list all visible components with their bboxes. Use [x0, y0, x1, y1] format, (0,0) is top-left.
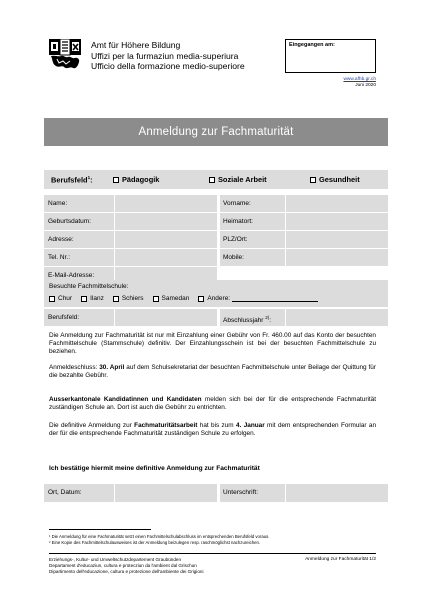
- berufsfeld-row: [44, 170, 388, 189]
- thesis-registration-paragraph: Die definitive Anmeldung zur Fachmaturitätsarbeit hat bis zum 4. Januar mit dem entsprechenden Formular an der für die entsprechende Fachmaturität zuständigen Schule zu erfolgen.: [49, 422, 377, 438]
- checkbox-schiers[interactable]: Schiers: [113, 295, 144, 302]
- abschlussjahr-field[interactable]: [286, 309, 388, 326]
- checkbox-andere[interactable]: Andere:: [198, 295, 318, 302]
- document-date: Juni 2020: [355, 83, 376, 88]
- footer-divider: [49, 553, 376, 554]
- checkbox-ilanz[interactable]: Ilanz: [81, 295, 104, 302]
- checkbox-samedan[interactable]: Samedan: [153, 295, 190, 302]
- fee-paragraph: Die Anmeldung zur Fachmaturität ist nur mit Einzahlung einer Gebühr von Fr. 460.00 auf das Konto der besuchten Fachmittelschule (Stammschule) definitiv. Der Einzahlungsschein ist bei der besuchten Fachmittelschule zu beziehen.: [49, 332, 376, 356]
- place-date-label: Ort, Datum:: [44, 484, 114, 502]
- tel-field[interactable]: [115, 249, 217, 266]
- berufsfeld-field[interactable]: [115, 309, 217, 326]
- received-label: Eingegangen am:: [289, 42, 335, 48]
- footnotes: [49, 534, 379, 545]
- checkbox-square[interactable]: [198, 296, 204, 302]
- office-name-rm: Uffizi per la furmaziun media-superiura: [91, 50, 239, 61]
- office-name-de: Amt für Höhere Bildung: [91, 40, 181, 50]
- checkbox-square[interactable]: [113, 177, 119, 183]
- footnote-ref-1: 1: [87, 174, 91, 180]
- footnote-2: ² Eine Kopie des Fachmittelschulausweises ist der Anmeldung beizulegen resp. raschmöglichst nachzureichen.: [49, 539, 261, 545]
- vorname-label: Vorname:: [220, 195, 285, 212]
- footnote-1: ¹ Die Anmeldung für eine Fachmaturität setzt einen Fachmittelschulabschluss im entsprechenden Berufsfeld voraus.: [49, 534, 270, 539]
- signature-row: [44, 484, 388, 502]
- vorname-field[interactable]: [286, 195, 388, 212]
- berufsfeld-field-label: Berufsfeld:: [44, 309, 114, 326]
- email-label: E-Mail-Adresse:: [44, 267, 114, 284]
- mobile-field[interactable]: [286, 249, 388, 266]
- checkbox-square[interactable]: [310, 177, 316, 183]
- form-row-phone: [44, 249, 388, 266]
- form-row-berufsfeld-year: [44, 309, 388, 326]
- department-it: Dipartimento dell'educazione, cultura e protezione dell'ambiente dei Grigioni: [49, 569, 204, 575]
- checkbox-chur[interactable]: Chur: [49, 295, 72, 302]
- office-name-block: [91, 40, 245, 72]
- checkbox-square[interactable]: [49, 296, 55, 302]
- canton-coat-of-arms-logo: [49, 39, 81, 71]
- geburtsdatum-label: Geburtsdatum:: [44, 213, 114, 230]
- checkbox-square[interactable]: [209, 177, 215, 183]
- department-rm: Departament d'educaziun, cultura e protecziun da l'ambient dal Grischun: [49, 563, 197, 569]
- andere-text-line[interactable]: [232, 296, 318, 302]
- confirmation-statement: Ich bestätige hiermit meine definitive Anmeldung zur Fachmaturität: [49, 465, 260, 472]
- checkbox-square[interactable]: [153, 296, 159, 302]
- plz-ort-label: PLZ/Ort:: [220, 231, 285, 248]
- header-meta: [300, 77, 376, 89]
- heimatort-label: Heimatort:: [220, 213, 285, 230]
- footnote-ref-2: 2): [265, 315, 270, 320]
- deadline-paragraph: Anmeldeschluss: 30. April auf dem Schulsekretariat der besuchten Fachmittelschule unter Beilage der Quittung für die bezahlte Gebühr.: [49, 364, 376, 380]
- signature-field[interactable]: [286, 484, 388, 502]
- checkbox-square[interactable]: [81, 296, 87, 302]
- checkbox-gesundheit[interactable]: Gesundheit: [310, 175, 360, 184]
- footnote-divider: [49, 529, 151, 530]
- school-selection: [44, 280, 388, 307]
- department-de: Erziehungs-, Kultur- und Umweltschutzdepartement Graubünden: [49, 557, 182, 562]
- adresse-field[interactable]: [115, 231, 217, 248]
- tel-label: Tel. Nr.:: [44, 249, 114, 266]
- checkbox-paedagogik[interactable]: Pädagogik: [113, 175, 209, 184]
- signature-label: Unterschrift:: [220, 484, 285, 502]
- name-field[interactable]: [115, 195, 217, 212]
- page-title: Anmeldung zur Fachmaturität: [44, 118, 388, 146]
- adresse-label: Adresse:: [44, 231, 114, 248]
- department-footer: [49, 557, 203, 576]
- berufsfeld-label: Berufsfeld$^1$:: [51, 174, 93, 185]
- office-name-it: Ufficio della formazione medio-superiore: [91, 61, 245, 72]
- external-candidates-paragraph: Ausserkantonale Kandidatinnen und Kandidaten melden sich bei der für die entsprechende Fachmaturität zuständigen Schule an. Dort ist auch die Gebühr zu entrichten.: [49, 396, 376, 412]
- checkbox-square[interactable]: [113, 296, 119, 302]
- form-row-birth: [44, 213, 388, 230]
- checkbox-soziale-arbeit[interactable]: Soziale Arbeit: [209, 175, 310, 184]
- form-row-address: [44, 231, 388, 248]
- personal-data-form: [44, 195, 388, 285]
- received-stamp-box: [285, 39, 376, 73]
- page-indicator: Anmeldung zur Fachmaturität 1/2: [305, 557, 376, 562]
- name-label: Name:: [44, 195, 114, 212]
- school-options: [49, 295, 383, 302]
- heimatort-field[interactable]: [286, 213, 388, 230]
- place-date-field[interactable]: [115, 484, 217, 502]
- plz-ort-field[interactable]: [286, 231, 388, 248]
- geburtsdatum-field[interactable]: [115, 213, 217, 230]
- mobile-label: Mobile:: [220, 249, 285, 266]
- school-label: Besuchte Fachmittelschule:: [49, 283, 129, 290]
- form-row-name: [44, 195, 388, 212]
- abschlussjahr-label: Abschlussjahr $^{2)}$:: [220, 309, 285, 326]
- website-link[interactable]: www.afhb.gr.ch: [343, 77, 376, 82]
